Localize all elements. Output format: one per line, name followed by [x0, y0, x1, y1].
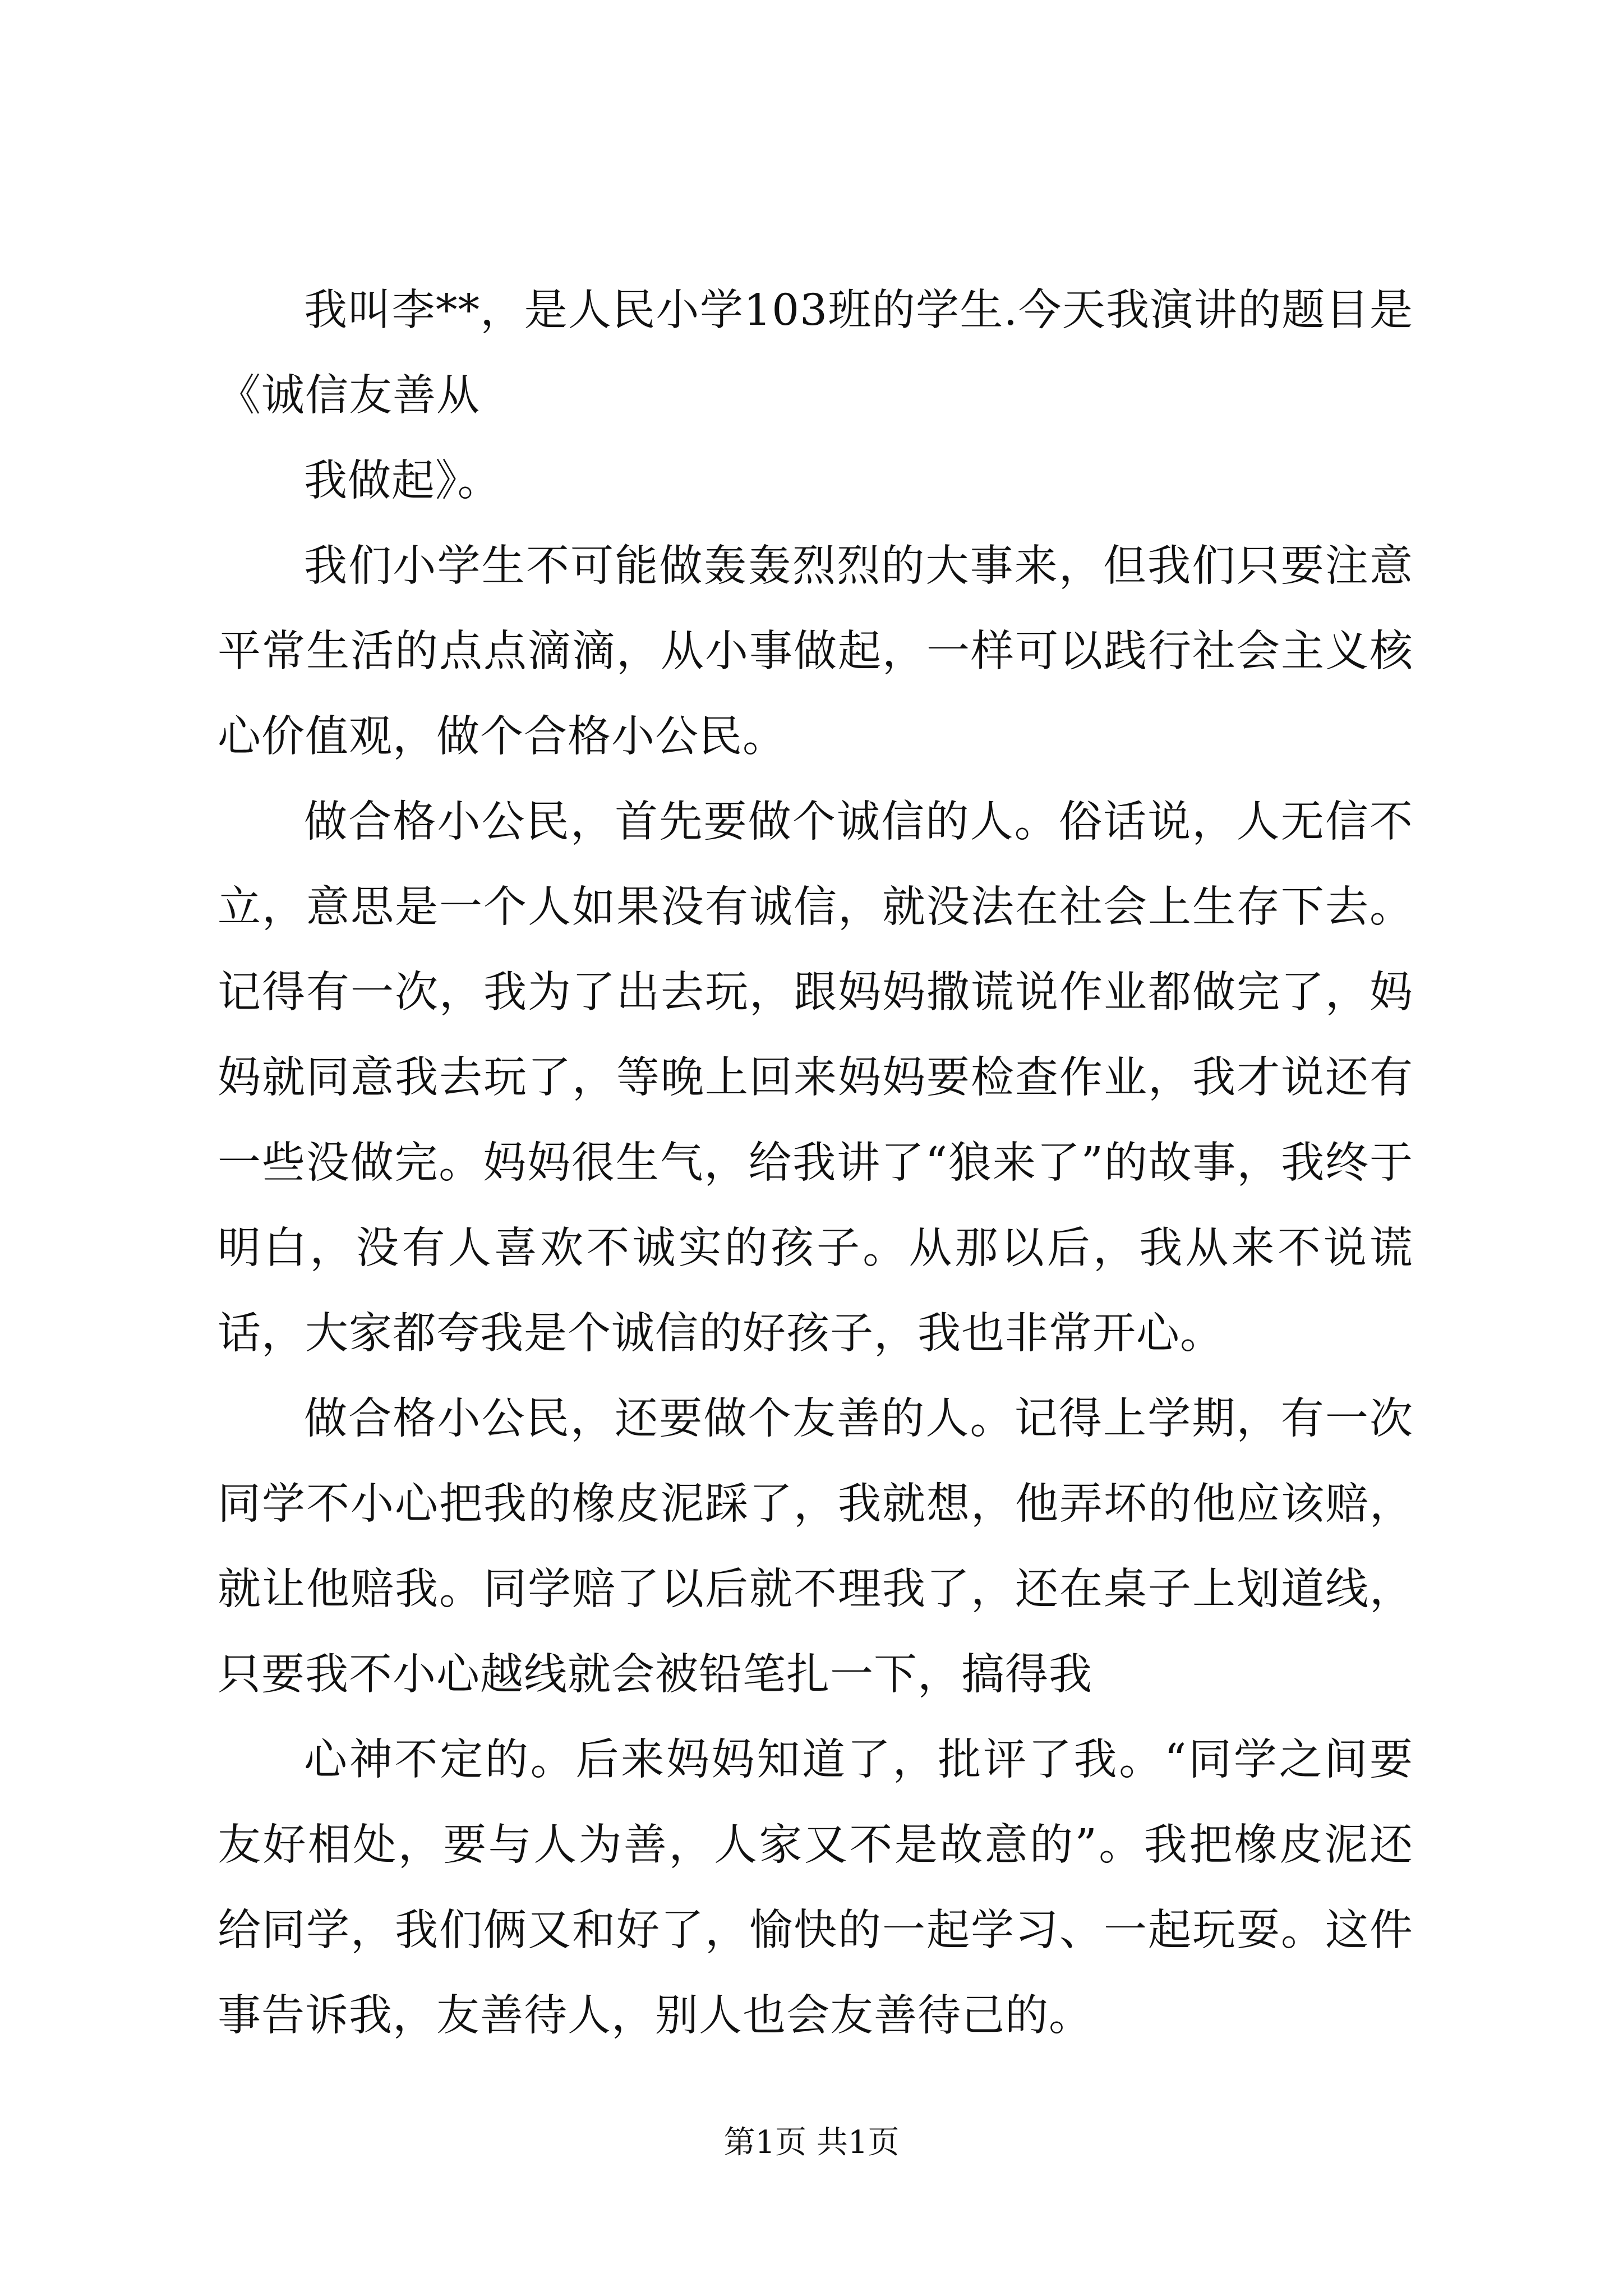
page-footer: [0, 2120, 1623, 2165]
document-body: [218, 268, 1413, 2059]
page-number-label: 第1页 共1页: [723, 2124, 900, 2161]
paragraph-friendliness: 做合格小公民，还要做个友善的人。记得上学期，有一次同学不小心把我的橡皮泥踩了，我就想，他弄坏的他应该赔，就让他赔我。同学赔了以后就不理我了，还在桌子上划道线，只要我不小心越线就会被铅笔扎一下，搞得我: [218, 1394, 1413, 1700]
paragraph-honesty: 做合格小公民，首先要做个诚信的人。俗话说，人无信不立，意思是一个人如果没有诚信，就没法在社会上生存下去。记得有一次，我为了出去玩，跟妈妈撒谎说作业都做完了，妈妈就同意我去玩了，等晚上回来妈妈要检查作业，我才说还有一些没做完。妈妈很生气，给我讲了“狼来了”的故事，我终于明白，没有人喜欢不诚实的孩子。从那以后，我从来不说谎话，大家都夸我是个诚信的好孩子，我也非常开心。: [218, 797, 1413, 1359]
paragraph-values: 我们小学生不可能做轰轰烈烈的大事来，但我们只要注意平常生活的点点滴滴，从小事做起，一样可以践行社会主义核心价值观，做个合格小公民。: [218, 541, 1413, 762]
paragraph-intro: 我叫李**，是人民小学103班的学生.今天我演讲的题目是《诚信友善从: [218, 286, 1413, 421]
paragraph-title-continuation: 我做起》。: [304, 456, 501, 506]
paragraph-conclusion: 心神不定的。后来妈妈知道了，批评了我。“同学之间要友好相处，要与人为善，人家又不是故意的”。我把橡皮泥还给同学，我们俩又和好了，愉快的一起学习、一起玩耍。这件事告诉我，友善待人，别人也会友善待己的。: [218, 1735, 1413, 2041]
